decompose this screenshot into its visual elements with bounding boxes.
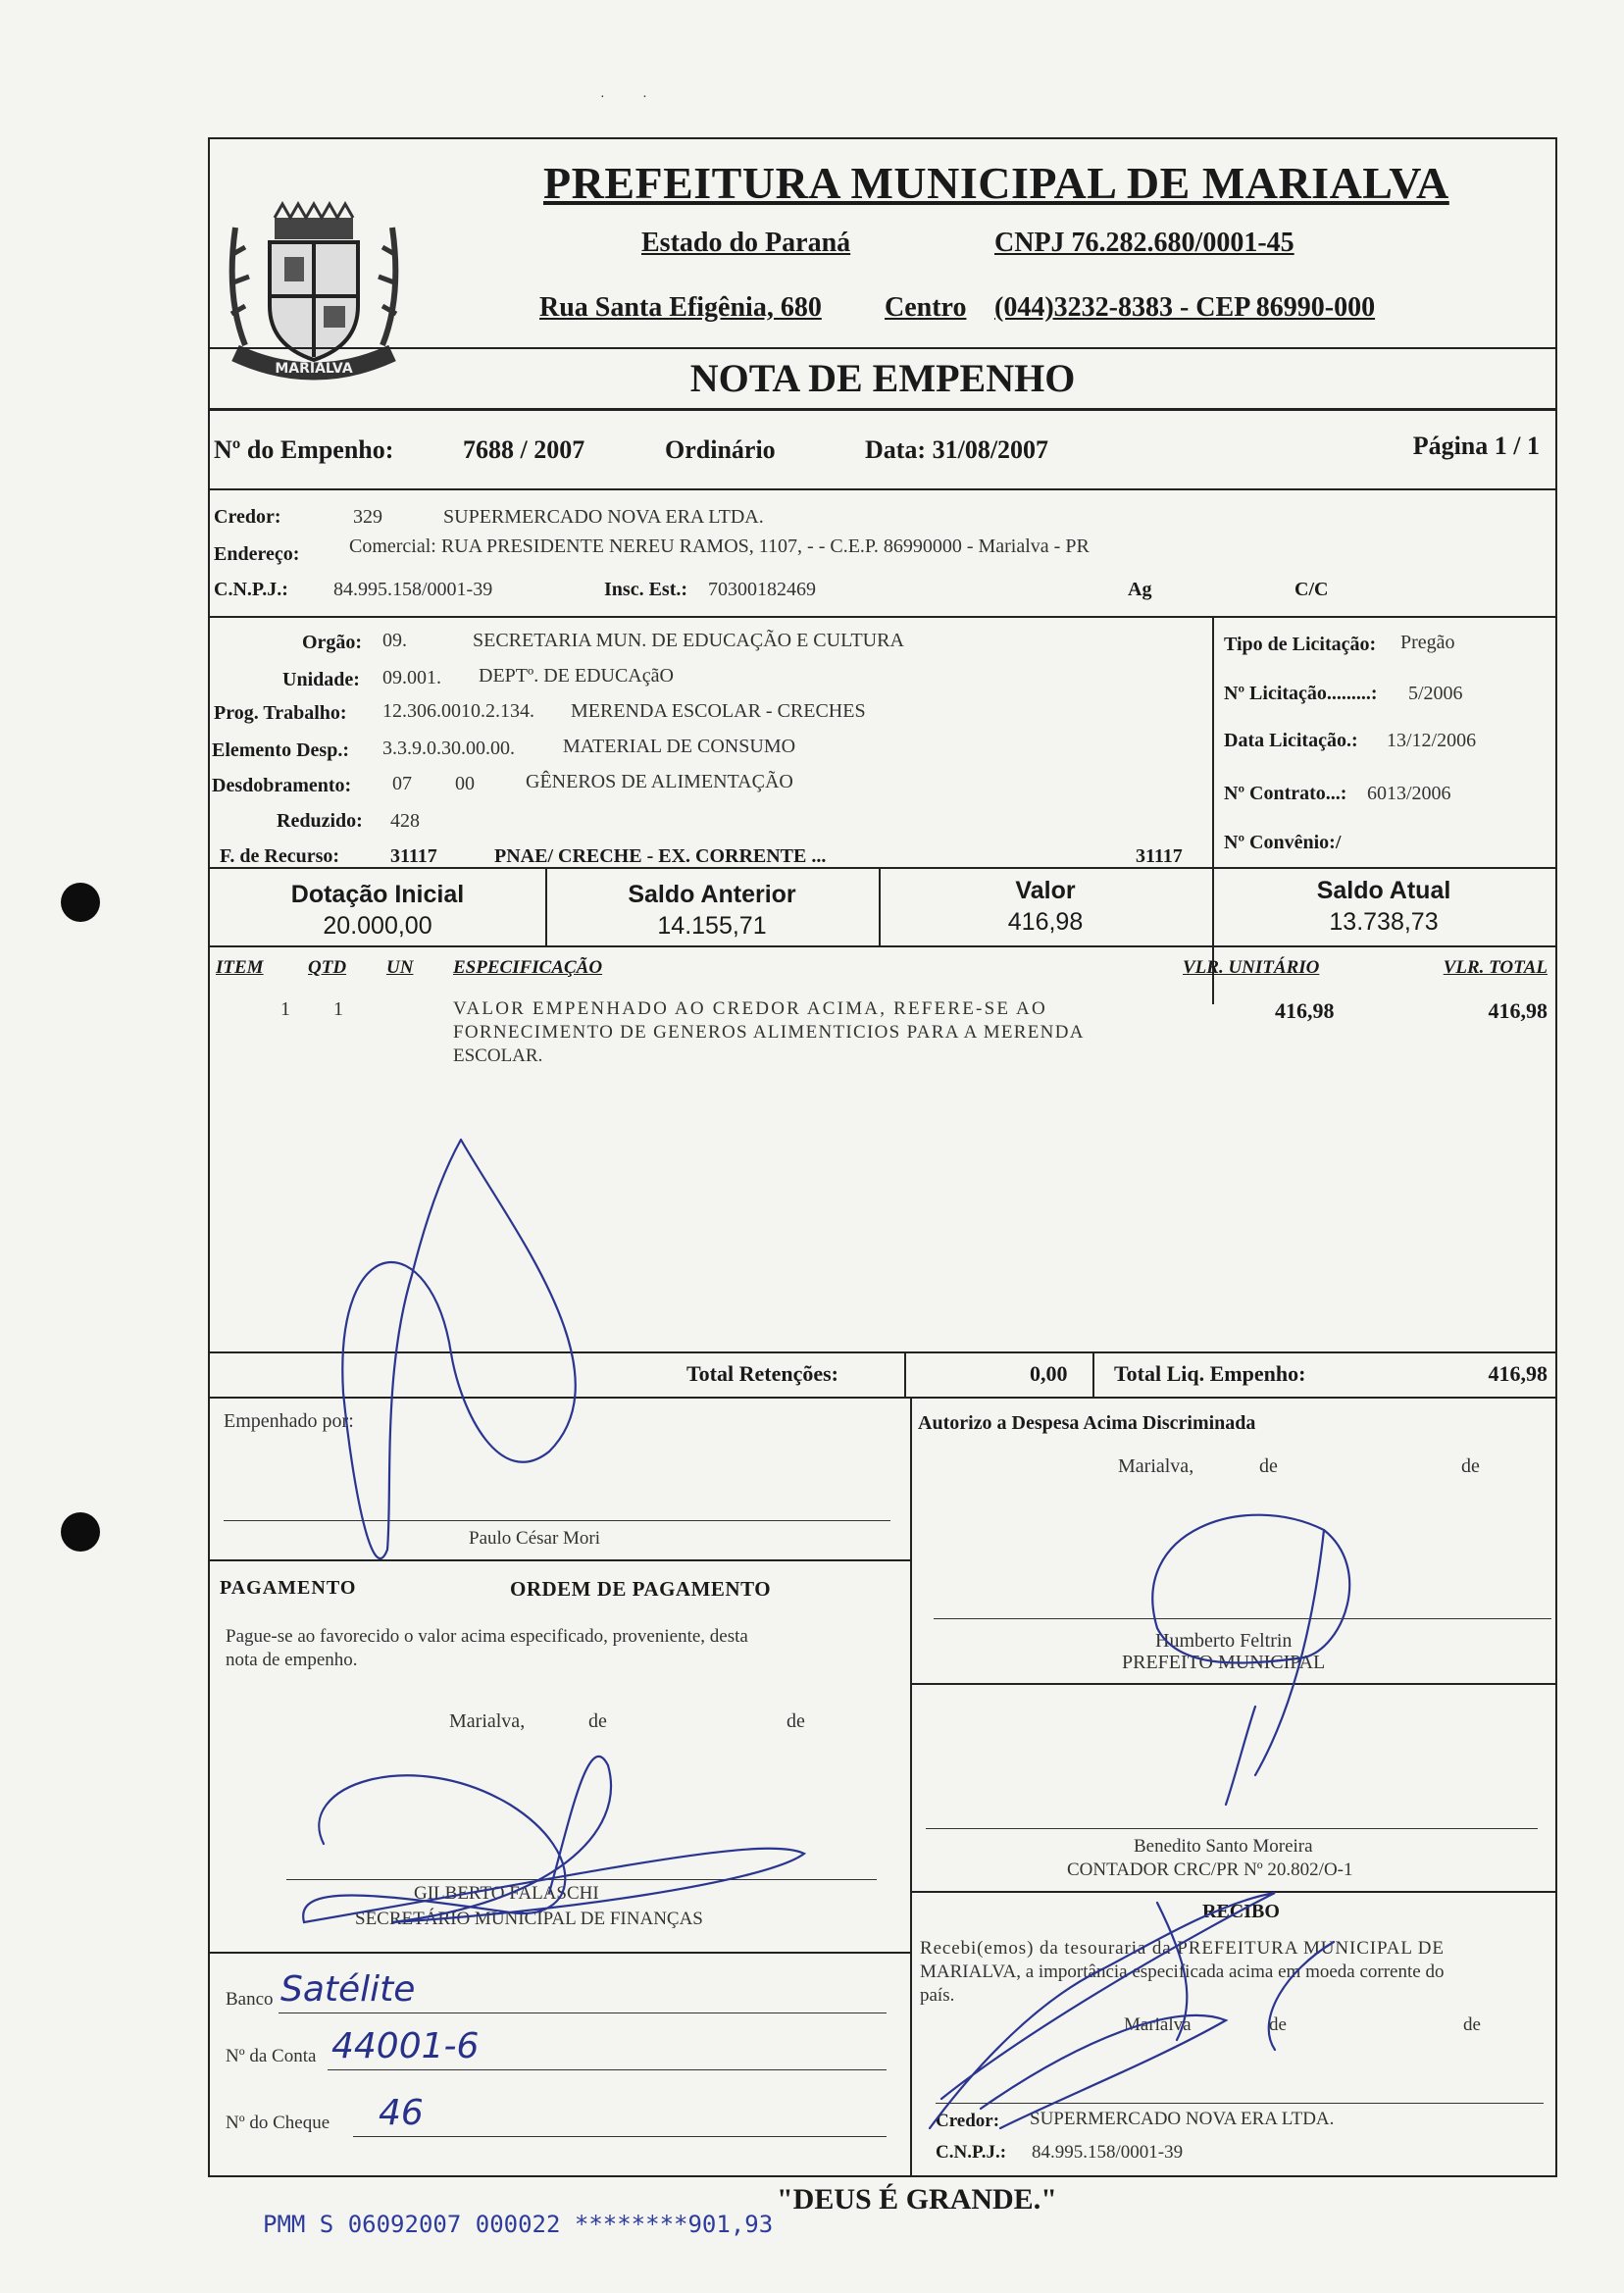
retencoes-label: Total Retenções: — [686, 1361, 838, 1386]
dotacao-inicial-label: Dotação Inicial — [290, 881, 465, 908]
dotacao-inicial-value: 20.000,00 — [323, 912, 432, 940]
credor-name: SUPERMERCADO NOVA ERA LTDA. — [443, 506, 764, 528]
ordem-text-2: nota de empenho. — [226, 1650, 358, 1670]
retencoes-value: 0,00 — [1030, 1361, 1068, 1386]
unidade-code: 09.001. — [382, 667, 441, 688]
autorizo-de-2: de — [1461, 1455, 1480, 1477]
orgao-label: Orgão: — [302, 632, 363, 653]
recibo-de-2: de — [1463, 2014, 1481, 2035]
item-number: 1 — [280, 998, 290, 1020]
recurso-code: 31117 — [390, 845, 437, 867]
agencia-label: Ag — [1128, 579, 1152, 600]
saldo-anterior-value: 14.155,71 — [657, 912, 767, 940]
punch-hole-top — [61, 883, 100, 922]
col-especificacao: ESPECIFICAÇÃO — [453, 957, 603, 978]
header-cnpj: CNPJ 76.282.680/0001-45 — [994, 228, 1294, 258]
unidade-label: Unidade: — [282, 669, 360, 690]
header-state: Estado do Paraná — [641, 228, 851, 258]
valor-label: Valor — [1015, 877, 1076, 904]
desdobramento-label: Desdobramento: — [212, 775, 352, 796]
col-item: ITEM — [216, 957, 264, 978]
recibo-title: RECIBO — [1202, 1901, 1280, 1922]
recurso-name: PNAE/ CRECHE - EX. CORRENTE ... — [494, 845, 827, 867]
seal-text: MARIALVA — [275, 361, 353, 377]
header-district: Centro — [885, 292, 967, 323]
empenho-date: Data: 31/08/2007 — [865, 435, 1049, 464]
recibo-cnpj-label: C.N.P.J.: — [936, 2142, 1007, 2163]
prog-trabalho-label: Prog. Trabalho: — [214, 702, 347, 724]
insc-label: Insc. Est.: — [604, 579, 688, 600]
desdobramento-code-1: 07 — [392, 773, 412, 794]
item-desc-line-1: VALOR EMPENHADO AO CREDOR ACIMA, REFERE-SE AO — [453, 998, 1047, 1019]
recibo-local: Marialva — [1124, 2014, 1192, 2035]
licitacao-label: Nº Licitação.........: — [1224, 683, 1378, 704]
contrato-value: 6013/2006 — [1367, 783, 1451, 804]
saldo-anterior-label: Saldo Anterior — [628, 881, 796, 908]
licitacao-value: 5/2006 — [1408, 683, 1463, 704]
insc-value: 70300182469 — [708, 579, 816, 600]
page-number: Página 1 / 1 — [1412, 432, 1540, 460]
recibo-de-1: de — [1269, 2014, 1287, 2035]
recibo-text-2: MARIALVA, a importância especificada acima em moeda corrente do — [920, 1962, 1445, 1982]
unidade-name: DEPTº. DE EDUCAçãO — [479, 665, 674, 687]
col-qtd: QTD — [308, 957, 347, 978]
item-vlr-total: 416,98 — [1488, 998, 1548, 1023]
ordem-de-1: de — [588, 1710, 607, 1732]
ordem-de-2: de — [787, 1710, 805, 1732]
empenho-type: Ordinário — [665, 435, 776, 464]
prog-trabalho-name: MERENDA ESCOLAR - CRECHES — [571, 700, 866, 722]
autorizo-de-1: de — [1259, 1455, 1278, 1477]
saldo-atual-label: Saldo Atual — [1316, 877, 1451, 904]
liq-empenho-value: 416,98 — [1488, 1361, 1548, 1386]
col-un: UN — [386, 957, 414, 978]
header-address: Rua Santa Efigênia, 680 — [539, 292, 822, 323]
conta-value: 44001-6 — [331, 2026, 480, 2066]
empenho-label: Nº do Empenho: — [214, 435, 394, 464]
saldo-atual-value: 13.738,73 — [1329, 908, 1439, 936]
secretario-name: GILBERTO FALASCHI — [414, 1883, 599, 1904]
pagamento-label: PAGAMENTO — [220, 1577, 357, 1599]
elemento-label: Elemento Desp.: — [212, 739, 349, 761]
elemento-code: 3.3.9.0.30.00.00. — [382, 738, 515, 759]
empenhado-label: Empenhado por: — [224, 1410, 354, 1432]
recurso-code-2: 31117 — [1136, 845, 1183, 867]
punch-hole-bottom — [61, 1512, 100, 1552]
cheque-value: 46 — [379, 2093, 424, 2133]
ordem-pagamento-label: ORDEM DE PAGAMENTO — [510, 1577, 772, 1601]
reduzido-value: 428 — [390, 810, 420, 832]
valor-value: 416,98 — [1007, 908, 1084, 936]
document-title: NOTA DE EMPENHO — [689, 356, 1076, 400]
tipo-licitacao-label: Tipo de Licitação: — [1224, 634, 1377, 655]
recurso-label: F. de Recurso: — [220, 845, 340, 867]
prog-trabalho-code: 12.306.0010.2.134. — [382, 700, 534, 722]
orgao-code: 09. — [382, 630, 407, 651]
autorizo-local: Marialva, — [1118, 1455, 1194, 1477]
item-desc-line-3: ESCOLAR. — [453, 1045, 543, 1066]
cheque-label: Nº do Cheque — [226, 2113, 330, 2133]
orgao-name: SECRETARIA MUN. DE EDUCAÇÃO E CULTURA — [473, 630, 904, 651]
ordem-text-1: Pague-se ao favorecido o valor acima especificado, proveniente, desta — [226, 1626, 748, 1647]
recibo-credor-name: SUPERMERCADO NOVA ERA LTDA. — [1030, 2109, 1335, 2129]
contrato-label: Nº Contrato...: — [1224, 783, 1347, 804]
desdobramento-name: GÊNEROS DE ALIMENTAÇÃO — [526, 771, 793, 792]
item-vlr-unitario: 416,98 — [1275, 998, 1335, 1023]
prefeito-title: PREFEITO MUNICIPAL — [1122, 1652, 1326, 1673]
ordem-local: Marialva, — [449, 1710, 526, 1732]
contador-title: CONTADOR CRC/PR Nº 20.802/O-1 — [1067, 1860, 1353, 1880]
recibo-text-3: país. — [920, 1985, 955, 2006]
prefeito-name: Humberto Feltrin — [1155, 1630, 1293, 1652]
data-licitacao-value: 13/12/2006 — [1387, 730, 1477, 751]
col-vlr-total: VLR. TOTAL — [1443, 957, 1548, 978]
banco-label: Banco — [226, 1989, 274, 2010]
recibo-credor-label: Credor: — [936, 2111, 1000, 2131]
desdobramento-code-2: 00 — [455, 773, 475, 794]
footer-stamp: PMM S 06092007 000022 ********901,93 — [263, 2211, 774, 2238]
tipo-licitacao-value: Pregão — [1400, 632, 1455, 653]
credor-code: 329 — [353, 506, 382, 528]
endereco-value: Comercial: RUA PRESIDENTE NEREU RAMOS, 1107, - - C.E.P. 86990000 - Marialva - PR — [349, 535, 1090, 557]
scan-dots: · · — [600, 90, 647, 105]
liq-empenho-label: Total Liq. Empenho: — [1114, 1361, 1306, 1386]
secretario-title: SECRETÁRIO MUNICIPAL DE FINANÇAS — [355, 1909, 703, 1929]
conta-label: Nº da Conta — [226, 2046, 317, 2066]
elemento-name: MATERIAL DE CONSUMO — [563, 736, 796, 757]
header-phone-cep: (044)3232-8383 - CEP 86990-000 — [994, 292, 1376, 323]
col-vlr-unitario: VLR. UNITÁRIO — [1183, 957, 1320, 978]
contador-name: Benedito Santo Moreira — [1134, 1836, 1313, 1857]
banco-value: Satélite — [280, 1969, 416, 2010]
endereco-label: Endereço: — [214, 543, 300, 565]
header-title: PREFEITURA MUNICIPAL DE MARIALVA — [543, 158, 1449, 208]
recibo-text-1: Recebi(emos) da tesouraria da PREFEITURA MUNICIPAL DE — [920, 1938, 1445, 1959]
autorizo-label: Autorizo a Despesa Acima Discriminada — [918, 1412, 1256, 1434]
data-licitacao-label: Data Licitação.: — [1224, 730, 1358, 751]
item-desc-line-2: FORNECIMENTO DE GENEROS ALIMENTICIOS PARA A MERENDA — [453, 1022, 1085, 1043]
credor-label: Credor: — [214, 506, 281, 528]
empenhado-name: Paulo César Mori — [469, 1528, 601, 1549]
nota-de-empenho-form — [208, 137, 1557, 2177]
conta-corrente-label: C/C — [1294, 579, 1329, 600]
footer-motto: "DEUS É GRANDE." — [777, 2183, 1057, 2216]
convenio-label: Nº Convênio:/ — [1224, 832, 1342, 853]
item-qty: 1 — [333, 998, 343, 1020]
cnpj-label: C.N.P.J.: — [214, 579, 288, 600]
recibo-cnpj-value: 84.995.158/0001-39 — [1032, 2142, 1184, 2163]
empenho-number: 7688 / 2007 — [463, 435, 585, 464]
reduzido-label: Reduzido: — [277, 810, 363, 832]
cnpj-value: 84.995.158/0001-39 — [333, 579, 493, 600]
